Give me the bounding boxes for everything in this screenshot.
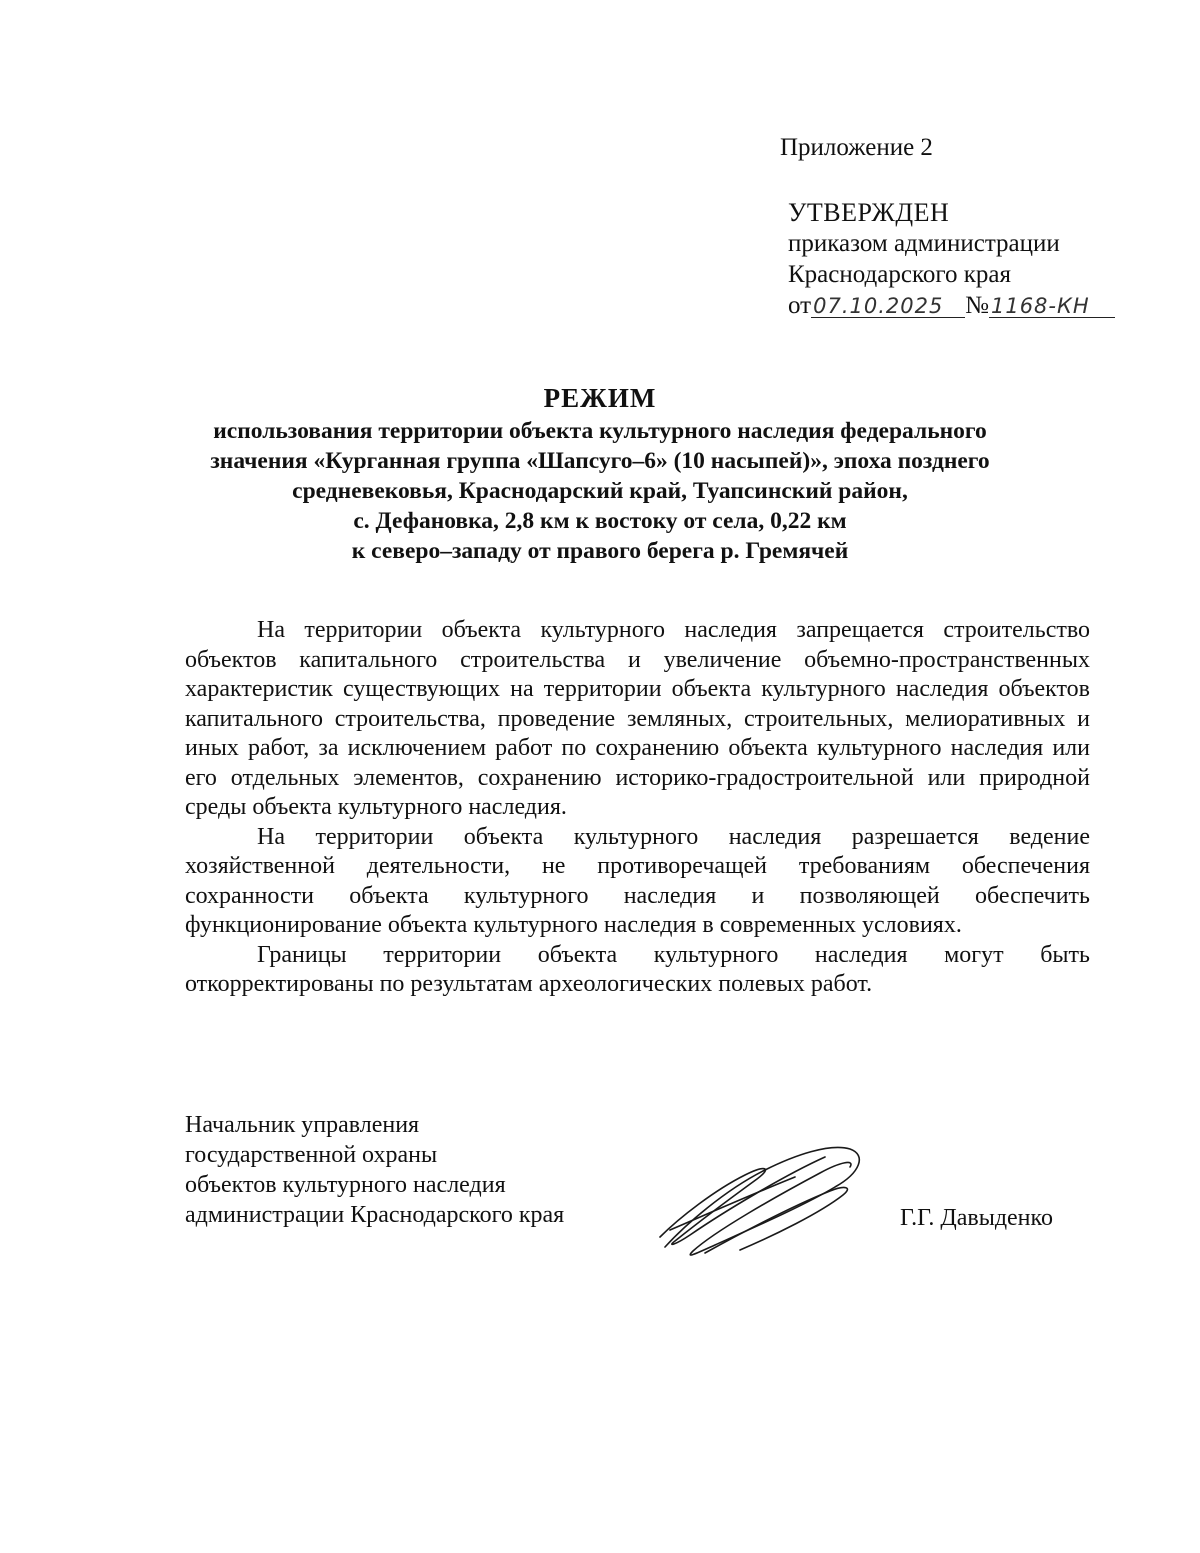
- subtitle-line: значения «Курганная группа «Шапсуго–6» (10 насыпей)», эпоха позднего: [210, 448, 990, 474]
- body-paragraph-prohibitions: На территории объекта культурного наследия запрещается строительство объектов капитального строительства и увеличение объемно-пространственных характеристик существующих на территории объекта культурного наследия объектов капитального строительства, проведение земляных, строительных, мелиоративных и иных работ, за исключением работ по сохранению объекта культурного наследия или его отдельных элементов, сохранению историко-градостроительной или природной среды объекта культурного наследия.: [185, 617, 1090, 820]
- from-label: от: [788, 292, 812, 319]
- approval-date-number-line: [788, 290, 1115, 321]
- handwritten-signature: [645, 1135, 875, 1265]
- appendix-label: Приложение 2: [780, 134, 933, 161]
- body-paragraph-boundaries: Границы территории объекта культурного наследия могут быть откорректированы по результатам археологических полевых работ.: [185, 941, 1090, 997]
- approval-order-line: приказом администрации: [788, 230, 1060, 257]
- signatory-position-line: Начальник управления: [185, 1112, 420, 1138]
- subtitle-line: с. Дефановка, 2,8 км к востоку от села, 0,22 км: [353, 508, 847, 534]
- approved-label: УТВЕРЖДЕН: [788, 198, 950, 227]
- handwritten-order-number: 1168-КН: [989, 295, 1115, 318]
- subtitle-line: к северо–западу от правого берега р. Гремячей: [351, 538, 849, 564]
- subtitle-line: средневековья, Краснодарский край, Туапсинский район,: [292, 478, 908, 504]
- signatory-position-line: объектов культурного наследия: [185, 1172, 506, 1198]
- subtitle-line: использования территории объекта культурного наследия федерального: [213, 418, 987, 444]
- approval-authority-line: Краснодарского края: [788, 261, 1011, 288]
- handwritten-date: 07.10.2025: [811, 295, 965, 318]
- document-body: [185, 616, 1090, 1000]
- signatory-position-line: государственной охраны: [185, 1142, 438, 1168]
- signatory-position: [185, 1110, 564, 1230]
- number-label: №: [965, 292, 989, 319]
- document-title: РЕЖИМ: [543, 383, 657, 413]
- signatory-position-line: администрации Краснодарского края: [185, 1202, 565, 1228]
- signer-name: Г.Г. Давыденко: [900, 1205, 1053, 1231]
- approval-stamp-block: [788, 197, 1115, 321]
- body-paragraph-permissions: На территории объекта культурного наследия разрешается ведение хозяйственной деятельности, не противоречащей требованиям обеспечения сохранности объекта культурного наследия и позволяющей обеспечить функционирование объекта культурного наследия в современных условиях.: [185, 823, 1090, 938]
- document-subtitle: [150, 416, 1050, 566]
- document-title-block: [150, 380, 1050, 566]
